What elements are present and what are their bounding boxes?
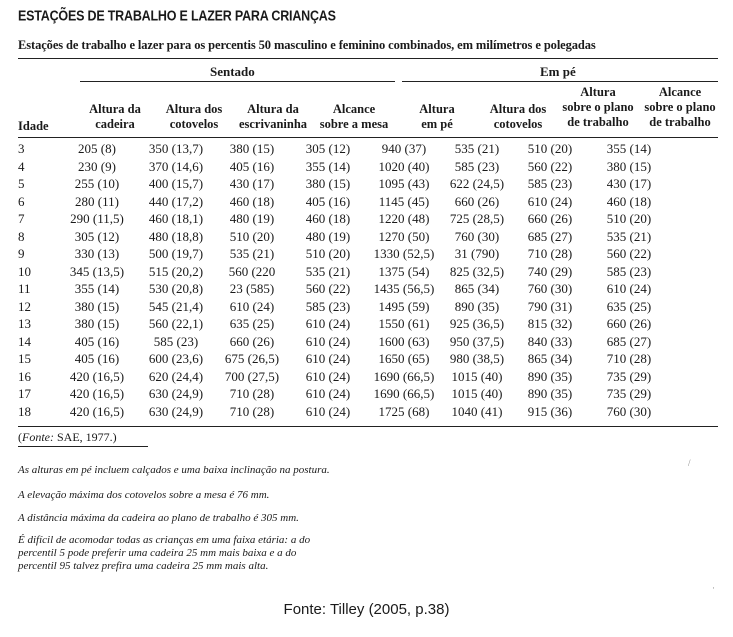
value-cell: 710 (28) [606,351,652,366]
value-cell: 610 (24) [606,281,652,296]
value-cell: 635 (25) [606,298,652,314]
value-cell: 610 (24) [527,193,573,209]
value-cell: 685 (27) [527,228,573,244]
seated-group-heading: Sentado [210,64,255,79]
value-cell: 460 (18) [606,193,652,209]
col-head-work-plane-height: Altura sobre o plano de trabalho [562,85,634,129]
value-cell: 585 (23) [527,176,573,191]
value-cell: 610 (24) [305,316,351,331]
note-chair-distance: A distância máxima da cadeira ao plano de trabalho é 305 mm. [18,512,299,524]
value-cell: 675 (26,5) [224,351,280,366]
value-cell: 600 (23,6) [148,351,204,366]
value-cell: 535 (21) [305,263,351,279]
note-elbow-elevation: A elevação máxima dos cotovelos sobre a mesa é 76 mm. [18,489,270,501]
value-cell: 735 (29) [606,386,652,401]
value-cell: 405 (16) [74,351,120,366]
seated-group-rule [80,81,395,82]
table-row [18,280,670,298]
value-cell: 560 (22) [606,246,652,261]
value-cell: 405 (16) [74,333,120,349]
table-row [18,333,670,351]
value-cell: 380 (15) [305,176,351,191]
source-value: SAE, 1977.) [57,430,117,444]
value-cell: 420 (16,5) [69,386,125,401]
value-cell: 760 (30) [454,228,500,244]
age-cell: 9 [18,246,25,261]
col-head-standing-height: Altura em pé [419,102,455,131]
value-cell: 710 (28) [527,246,573,261]
table-row [18,385,670,403]
table-row [18,140,670,158]
value-cell: 440 (17,2) [148,193,204,209]
value-cell: 370 (14,6) [148,158,204,174]
workstation-table [18,140,670,420]
value-cell: 345 (13,5) [69,263,125,279]
value-cell: 560 (22) [527,158,573,174]
value-cell: 915 (36) [527,403,573,419]
value-cell: 710 (28) [229,386,275,401]
value-cell: 1270 (50) [378,228,430,244]
value-cell: 1725 (68) [378,403,430,419]
value-cell: 305 (12) [305,141,351,156]
value-cell: 560 (220 [228,263,276,279]
value-cell: 760 (30) [606,403,652,419]
value-cell: 1220 (48) [378,211,430,226]
value-cell: 660 (26) [229,333,275,349]
table-row [18,210,670,228]
value-cell: 585 (23) [305,298,351,314]
col-head-age: Idade [18,119,49,133]
value-cell: 480 (19) [305,228,351,244]
value-cell: 660 (26) [454,193,500,209]
value-cell: 585 (23) [153,333,199,349]
col-head-desk-height: Altura da escrivaninha [238,102,308,131]
value-cell: 31 (790) [454,246,500,261]
note-accommodation-1: É difícil de acomodar todas as crianças em uma faixa etária: a do [18,534,311,546]
age-cell: 13 [18,316,31,331]
col-head-elbow-standing: Altura dos cotovelos [489,102,547,131]
value-cell: 610 (24) [305,333,351,349]
standing-group-heading: Em pé [540,64,576,79]
value-cell: 1690 (66,5) [373,368,435,384]
note-accommodation-3: percentil 95 talvez prefira uma cadeira 25 mm mais alta. [18,560,269,572]
value-cell: 1435 (56,5) [373,281,435,296]
header-rule [18,137,718,138]
value-cell: 685 (27) [606,333,652,349]
value-cell: 430 (17) [229,176,275,191]
value-cell: 1600 (63) [378,333,430,349]
table-subtitle: Estações de trabalho e lazer para os percentis 50 masculino e feminino combinados, em milímetros e polegadas [18,38,596,52]
table-row [18,158,670,176]
age-cell: 17 [18,386,31,401]
age-cell: 18 [18,403,31,419]
value-cell: 620 (24,4) [148,368,204,384]
note-accommodation-2: percentil 5 pode preferir uma cadeira 25 mm mais baixa e a do [18,547,297,559]
value-cell: 890 (35) [454,298,500,314]
value-cell: 510 (20) [606,211,652,226]
value-cell: 1015 (40) [451,386,503,401]
value-cell: 635 (25) [229,316,275,331]
source-label: Fonte: [22,430,54,444]
value-cell: 700 (27,5) [224,368,280,384]
value-cell: 610 (24) [229,298,275,314]
age-cell: 5 [18,176,25,191]
table-row [18,245,670,263]
value-cell: 610 (24) [305,403,351,419]
table-row [18,298,670,316]
value-cell: 290 (11,5) [70,211,124,226]
table-row [18,263,670,281]
value-cell: 535 (21) [454,141,500,156]
value-cell: 400 (15,7) [148,176,204,191]
value-cell: 560 (22,1) [148,316,204,331]
value-cell: 890 (35) [527,368,573,384]
age-cell: 8 [18,228,25,244]
value-cell: 420 (16,5) [69,403,125,419]
col-head-work-plane-reach: Alcance sobre o plano de trabalho [644,85,716,129]
value-cell: 535 (21) [229,246,275,261]
age-cell: 14 [18,333,31,349]
source-rule [18,446,148,447]
value-cell: 1095 (43) [378,176,430,191]
age-cell: 10 [18,263,31,279]
value-cell: 255 (10) [74,176,120,191]
value-cell: 355 (14) [74,281,120,296]
value-cell: 1040 (41) [451,403,503,419]
value-cell: 23 (585) [229,281,275,296]
value-cell: 430 (17) [606,176,652,191]
value-cell: 940 (37) [381,141,427,156]
bottom-rule [18,426,718,427]
value-cell: 890 (35) [527,386,573,401]
age-cell: 3 [18,141,25,156]
value-cell: 710 (28) [229,403,275,419]
value-cell: 280 (11) [75,193,119,209]
top-rule [18,58,718,59]
value-cell: 545 (21,4) [148,298,204,314]
value-cell: 355 (14) [606,141,652,156]
value-cell: 460 (18) [305,211,351,226]
value-cell: 510 (20) [527,141,573,156]
page-title: ESTAÇÕES DE TRABALHO E LAZER PARA CRIANÇAS [18,8,336,25]
value-cell: 1330 (52,5) [373,246,435,261]
age-cell: 12 [18,298,31,314]
value-cell: 925 (36,5) [449,316,505,331]
value-cell: 355 (14) [305,158,351,174]
value-cell: 480 (19) [229,211,275,226]
table-row [18,175,670,193]
value-cell: 980 (38,5) [449,351,505,366]
value-cell: 1690 (66,5) [373,386,435,401]
value-cell: 865 (34) [454,281,500,296]
value-cell: 610 (24) [305,386,351,401]
value-cell: 630 (24,9) [148,403,204,419]
col-head-elbow-seated: Altura dos cotovelos [165,102,223,131]
table-source [18,430,117,445]
value-cell: 350 (13,7) [148,141,204,156]
value-cell: 405 (16) [305,193,351,209]
value-cell: 1020 (40) [378,158,430,174]
value-cell: 460 (18,1) [148,211,204,226]
value-cell: 725 (28,5) [449,211,505,226]
table-row [18,228,670,246]
value-cell: 500 (19,7) [148,246,204,261]
value-cell: 510 (20) [229,228,275,244]
value-cell: 1375 (54) [378,263,430,279]
value-cell: 1550 (61) [378,316,430,331]
value-cell: 610 (24) [305,368,351,384]
value-cell: 460 (18) [229,193,275,209]
value-cell: 840 (33) [527,333,573,349]
value-cell: 480 (18,8) [148,228,204,244]
value-cell: 585 (23) [606,263,652,279]
value-cell: 380 (15) [229,141,275,156]
value-cell: 535 (21) [606,228,652,244]
value-cell: 630 (24,9) [148,386,204,401]
value-cell: 660 (26) [527,211,573,226]
value-cell: 205 (8) [78,141,116,156]
value-cell: 405 (16) [229,158,275,174]
value-cell: 825 (32,5) [449,263,505,279]
value-cell: 790 (31) [527,298,573,314]
age-cell: 6 [18,193,25,209]
value-cell: 760 (30) [527,281,573,296]
value-cell: 610 (24) [305,351,351,366]
figure-caption: Fonte: Tilley (2005, p.38) [283,601,450,618]
table-row [18,368,670,386]
age-cell: 4 [18,158,25,174]
age-cell: 7 [18,211,25,226]
value-cell: 622 (24,5) [449,176,505,191]
age-cell: 16 [18,368,31,384]
value-cell: 660 (26) [606,316,652,331]
col-head-reach-table: Alcance sobre a mesa [319,102,389,131]
value-cell: 380 (15) [606,158,652,174]
table-row [18,193,670,211]
table-row [18,350,670,368]
value-cell: 865 (34) [527,351,573,366]
value-cell: 380 (15) [74,316,120,331]
value-cell: 530 (20,8) [148,281,204,296]
value-cell: 1650 (65) [378,351,430,366]
value-cell: 585 (23) [454,158,500,174]
standing-group-rule [402,81,718,82]
col-head-chair-height: Altura da cadeira [89,102,141,131]
value-cell: 420 (16,5) [69,368,125,384]
age-cell: 11 [18,281,31,296]
age-cell: 15 [18,351,31,366]
value-cell: 740 (29) [527,263,573,279]
table-row [18,315,670,333]
value-cell: 515 (20,2) [148,263,204,279]
value-cell: 950 (37,5) [449,333,505,349]
value-cell: 560 (22) [305,281,351,296]
source-open-paren: ( [18,430,22,444]
table-body [18,140,670,420]
table-row [18,403,670,421]
scan-speck: · [712,583,715,593]
note-footwear: As alturas em pé incluem calçados e uma baixa inclinação na postura. [18,464,330,476]
value-cell: 815 (32) [527,316,573,331]
scan-speck: / [688,458,691,468]
value-cell: 1015 (40) [451,368,503,384]
value-cell: 735 (29) [606,368,652,384]
value-cell: 1145 (45) [378,193,430,209]
value-cell: 330 (13) [74,246,120,261]
value-cell: 1495 (59) [378,298,430,314]
value-cell: 305 (12) [74,228,120,244]
value-cell: 510 (20) [305,246,351,261]
value-cell: 230 (9) [78,158,116,174]
value-cell: 380 (15) [74,298,120,314]
